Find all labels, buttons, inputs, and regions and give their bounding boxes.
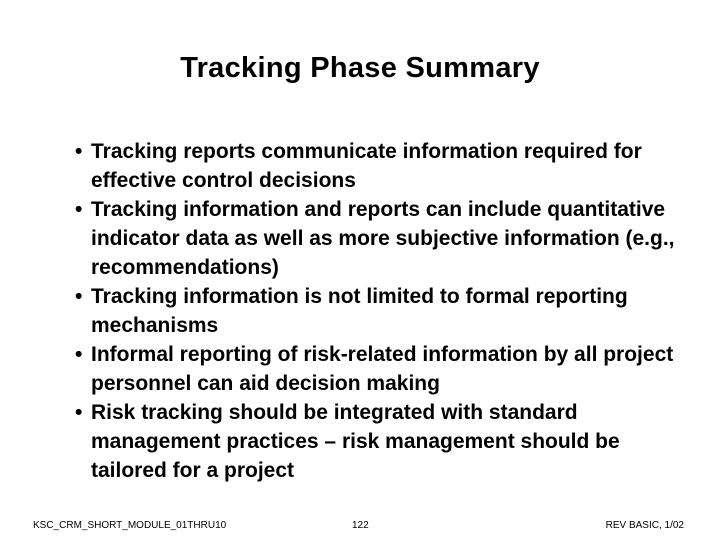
footer-page-number: 122 [352,520,369,531]
bullet-dot: • [75,401,83,424]
bullet-item [75,398,675,485]
bullet-item [75,195,675,282]
bullet-text: Risk tracking should be integrated with standard management practices – risk management should be tailored for a project [91,401,620,482]
bullet-dot: • [75,285,83,308]
bullet-text: Informal reporting of risk-related information by all project personnel can aid decision making [91,343,674,395]
footer-module-id: KSC_CRM_SHORT_MODULE_01THRU10 [33,520,227,531]
bullet-dot: • [75,343,83,366]
bullet-text: Tracking information is not limited to formal reporting mechanisms [91,285,628,337]
bullet-text: Tracking information and reports can include quantitative indicator data as well as more subjective information (e.g., recommendations) [91,198,675,279]
bullet-item [75,137,675,195]
bullet-item [75,340,675,398]
bullet-dot: • [75,198,83,221]
bullet-item [75,282,675,340]
bullet-text: Tracking reports communicate information required for effective control decisions [91,140,642,192]
bullet-dot: • [75,140,83,163]
slide-title: Tracking Phase Summary [180,52,540,84]
footer-revision: REV BASIC, 1/02 [605,520,684,531]
bullet-list [75,137,675,485]
